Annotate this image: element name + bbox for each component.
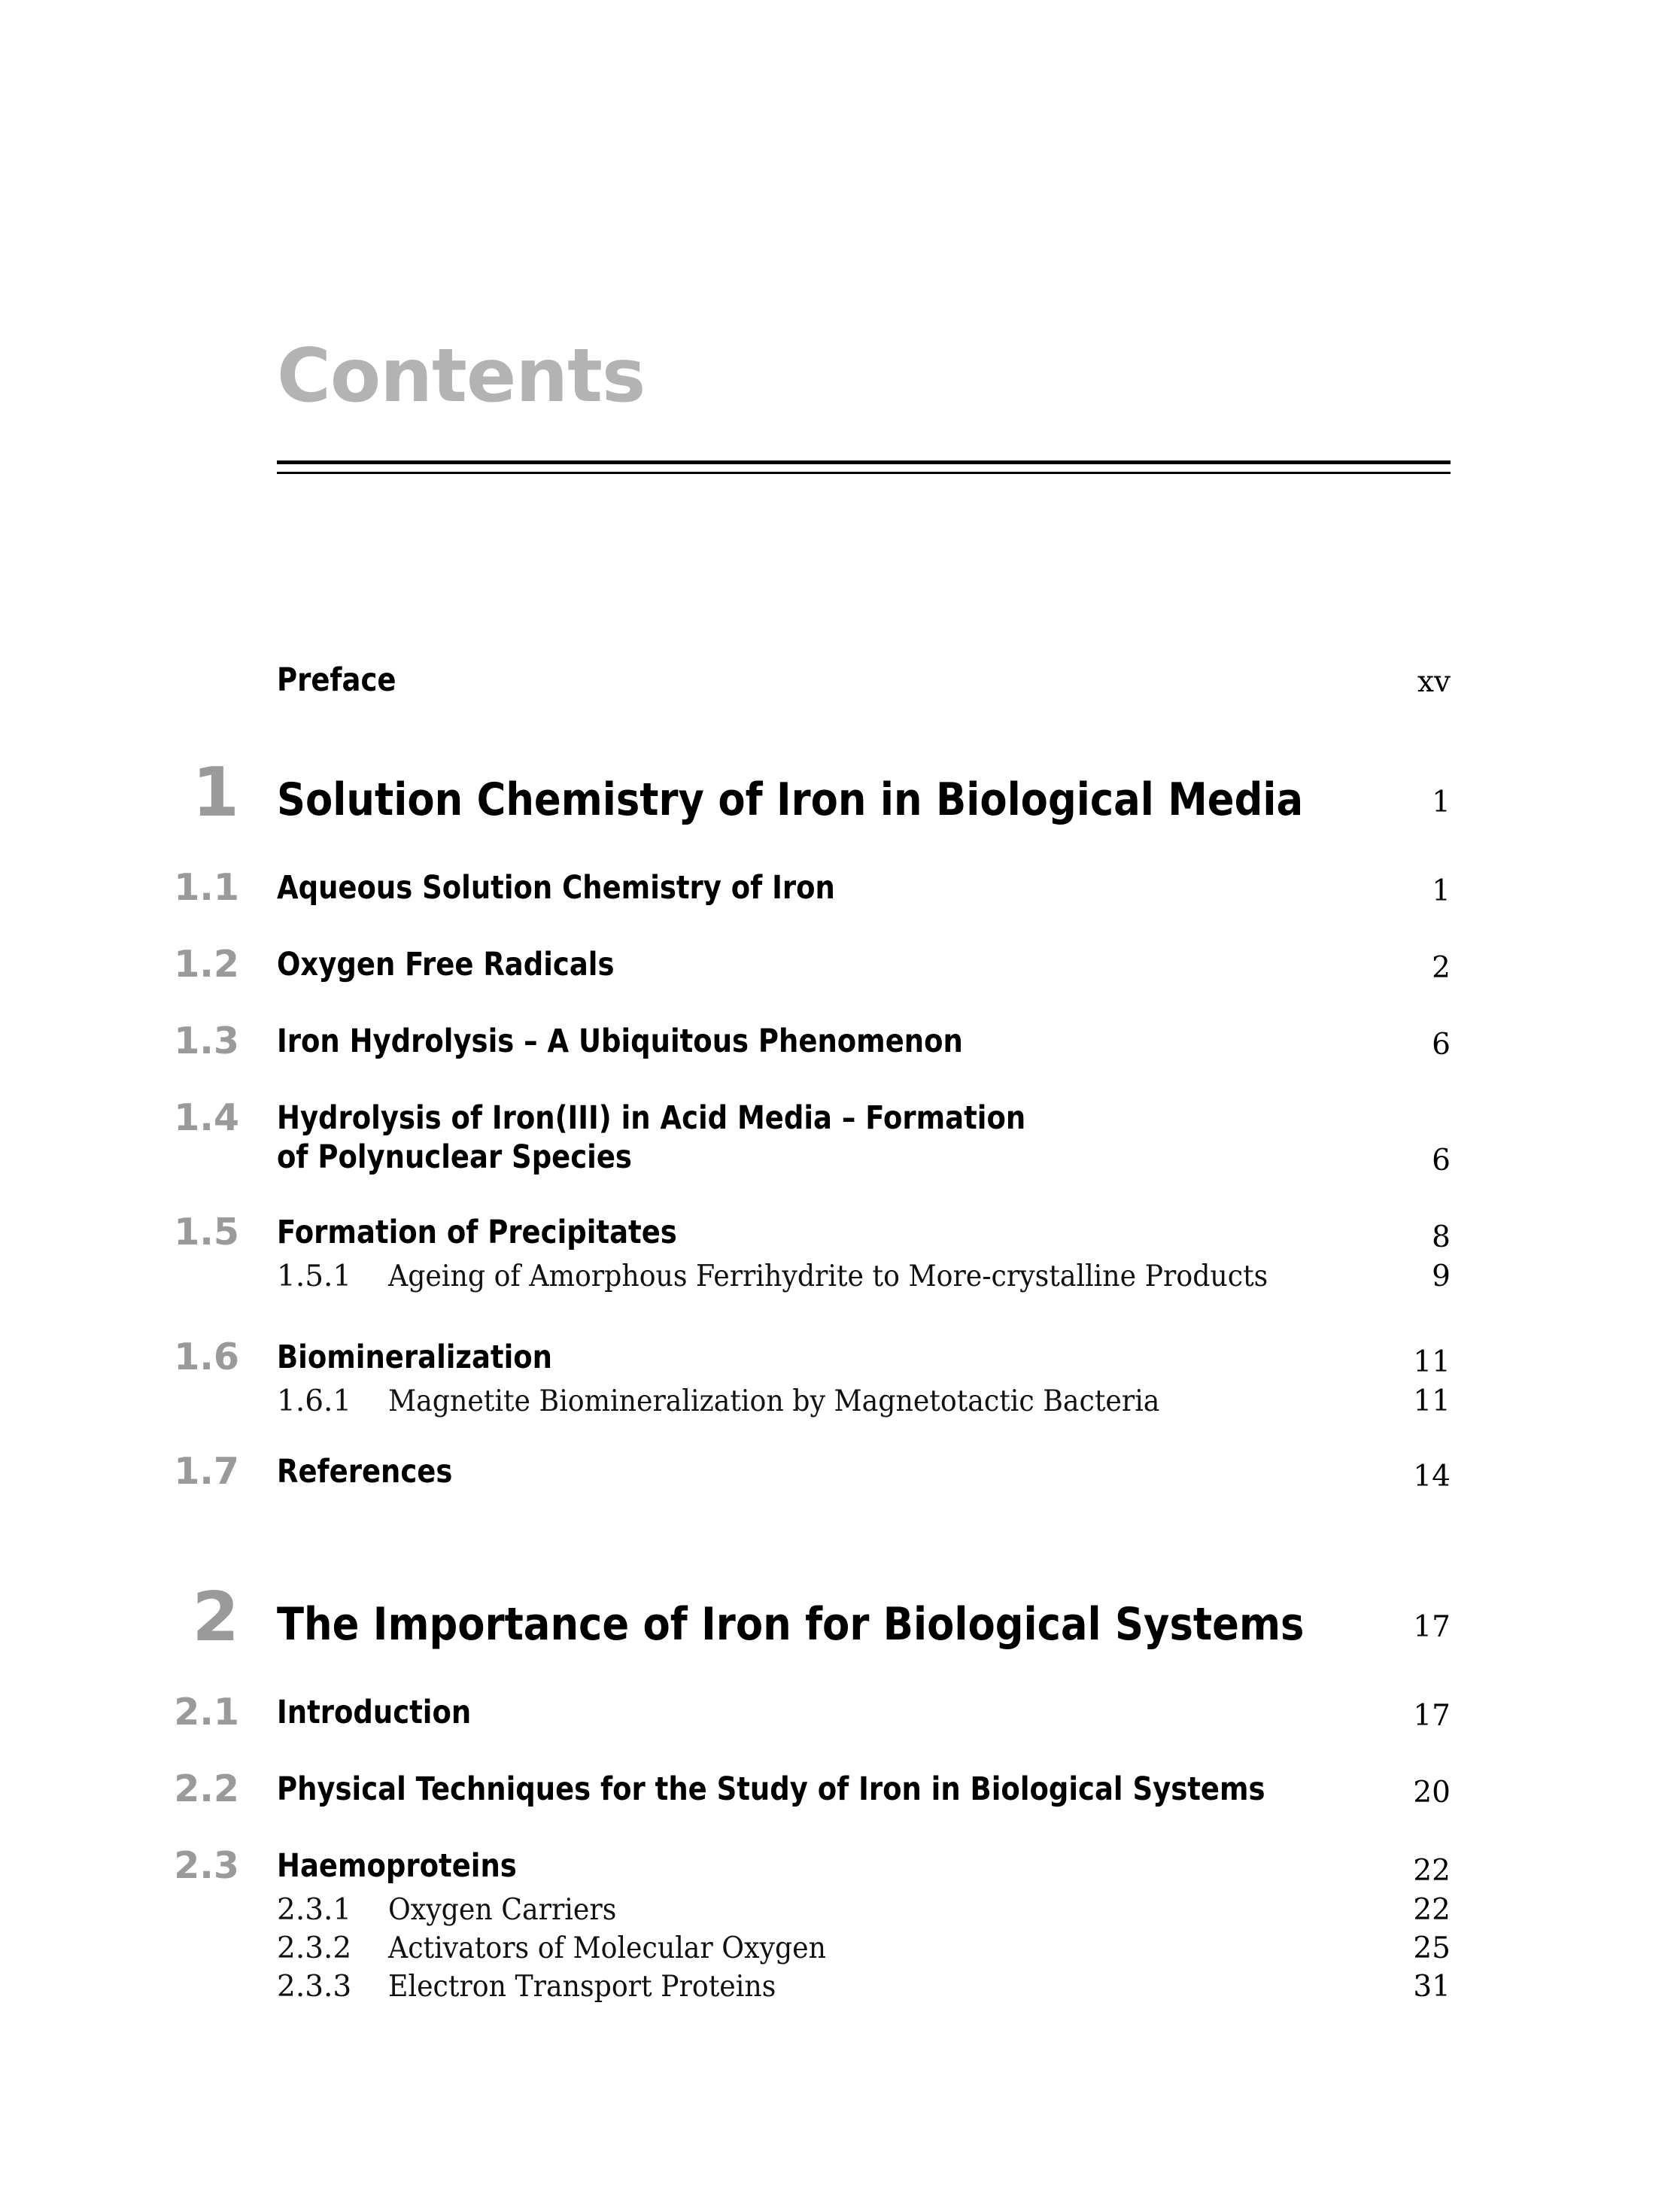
toc-section-1-1[interactable] [0,865,1680,910]
toc-page-number: 9 [1432,1260,1451,1293]
toc-subsection-1-6-1[interactable] [0,1383,1680,1421]
toc-page-number: 11 [1413,1384,1451,1418]
toc-page-number: 6 [1432,1144,1451,1178]
section-title: Formation of Precipitates [277,1214,677,1251]
section-title: Biomineralization [277,1339,552,1376]
toc-section-2-3[interactable] [0,1843,1680,1889]
toc-section-1-7[interactable] [0,1449,1680,1494]
section-number: 1.6 [174,1336,239,1378]
subsection-title: Electron Transport Proteins [388,1970,776,2004]
subsection-number: 2.3.3 [277,1970,352,2004]
toc-section-1-5[interactable] [0,1210,1680,1255]
chapter-title: The Importance of Iron for Biological Systems [277,1598,1305,1651]
title-divider-thick [277,460,1451,464]
section-number: 2.2 [174,1767,239,1810]
subsection-title: Oxygen Carriers [388,1893,617,1927]
section-number: 2.1 [174,1691,239,1734]
toc-page-number: 6 [1432,1028,1451,1062]
toc-entry-preface[interactable] [0,658,1680,703]
section-number: 1.1 [174,866,239,909]
toc-section-2-1[interactable] [0,1690,1680,1735]
chapter-number: 2 [192,1578,239,1657]
toc-page-number: 17 [1413,1699,1451,1733]
page-title: Contents [277,333,646,419]
subsection-number: 2.3.1 [277,1893,352,1927]
subsection-title: Magnetite Biomineralization by Magnetotactic Bacteria [388,1384,1160,1418]
toc-subsection-2-3-3[interactable] [0,1968,1680,2006]
toc-chapter-2[interactable] [0,1578,1680,1658]
toc-section-1-4[interactable] [0,1096,1680,1180]
toc-entry-title: Preface [277,661,396,699]
toc-page-number: 22 [1413,1893,1451,1927]
section-title: Aqueous Solution Chemistry of Iron [277,869,835,907]
toc-page-number: 8 [1432,1220,1451,1254]
section-title-line-1: Hydrolysis of Iron(III) in Acid Media – Formation [277,1099,1026,1137]
subsection-number: 1.5.1 [277,1260,352,1293]
section-title-line-2: of Polynuclear Species [277,1138,632,1176]
title-divider-thin [277,472,1451,474]
subsection-number: 2.3.2 [277,1931,352,1965]
toc-page-number: 14 [1413,1460,1451,1494]
section-number: 1.2 [174,943,239,986]
section-number: 1.5 [174,1211,239,1254]
section-title: Haemoproteins [277,1847,517,1885]
section-number: 1.7 [174,1450,239,1493]
section-title: Iron Hydrolysis – A Ubiquitous Phenomenon [277,1023,963,1060]
toc-subsection-2-3-2[interactable] [0,1930,1680,1968]
toc-page-number: 2 [1432,951,1451,985]
section-title: Introduction [277,1694,472,1731]
toc-page-number: 11 [1413,1345,1451,1379]
section-number: 2.3 [174,1844,239,1887]
toc-page-number: 20 [1413,1776,1451,1810]
toc-section-1-6[interactable] [0,1335,1680,1380]
toc-page-number: 22 [1413,1854,1451,1888]
section-title: References [277,1453,453,1491]
section-number: 1.4 [174,1096,239,1139]
subsection-title: Ageing of Amorphous Ferrihydrite to More-crystalline Products [388,1260,1268,1293]
section-number: 1.3 [174,1020,239,1062]
toc-page-number: xv [1417,665,1451,699]
toc-subsection-2-3-1[interactable] [0,1892,1680,1929]
toc-page-number: 25 [1413,1931,1451,1965]
toc-page-number: 1 [1432,874,1451,908]
toc-page-number: 1 [1432,786,1451,819]
toc-chapter-1[interactable] [0,753,1680,834]
chapter-title: Solution Chemistry of Iron in Biological Media [277,773,1304,826]
toc-page-number: 17 [1413,1610,1451,1644]
toc-section-1-2[interactable] [0,942,1680,987]
subsection-number: 1.6.1 [277,1384,352,1418]
chapter-number: 1 [192,753,239,832]
section-title: Oxygen Free Radicals [277,946,615,983]
toc-section-1-3[interactable] [0,1019,1680,1064]
toc-subsection-1-5-1[interactable] [0,1258,1680,1296]
toc-section-2-2[interactable] [0,1767,1680,1812]
toc-page-number: 31 [1413,1970,1451,2004]
subsection-title: Activators of Molecular Oxygen [388,1931,827,1965]
section-title: Physical Techniques for the Study of Iron in Biological Systems [277,1770,1265,1808]
